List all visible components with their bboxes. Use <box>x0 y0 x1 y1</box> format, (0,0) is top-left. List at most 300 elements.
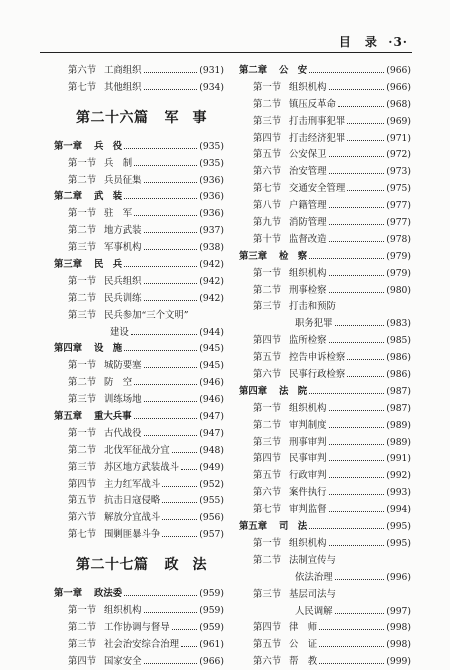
dot-leader <box>319 622 384 630</box>
toc-chapter-entry <box>54 340 224 357</box>
entry-number: 第五章 <box>54 411 83 423</box>
entry-number: 第三节 <box>68 394 97 406</box>
entry-page: (989) <box>386 419 411 431</box>
dot-leader <box>131 327 198 335</box>
dot-leader <box>144 65 198 73</box>
entry-page: (936) <box>199 208 224 220</box>
entry-number: 第六节 <box>68 65 97 76</box>
toc-section-entry <box>239 349 411 366</box>
entry-title: 组织机构 <box>289 402 327 414</box>
dot-leader <box>347 369 384 377</box>
entry-title: 公 证 <box>289 639 318 651</box>
entry-title: 交通安全管理 <box>289 183 346 195</box>
entry-number: 第四节 <box>253 132 282 144</box>
entry-title: 组织机构 <box>289 537 327 549</box>
entry-page: (991) <box>386 453 411 465</box>
entry-number: 第五节 <box>253 352 282 364</box>
toc-section-entry <box>239 79 411 96</box>
toc-section-entry <box>54 636 224 653</box>
entry-page: (935) <box>199 157 224 169</box>
dot-leader <box>144 225 198 233</box>
dot-leader <box>329 82 385 90</box>
entry-title: 重大兵事 <box>94 411 132 423</box>
dot-leader <box>329 487 385 495</box>
dot-leader <box>329 453 385 461</box>
entry-title: 户籍管理 <box>289 200 327 212</box>
dot-leader <box>181 639 197 647</box>
entry-page: (977) <box>386 200 411 212</box>
dot-leader <box>329 420 385 428</box>
entry-number: 第三节 <box>68 309 97 321</box>
entry-title: 民 兵 <box>94 259 123 271</box>
entry-page: (969) <box>386 115 411 127</box>
dot-leader <box>124 259 197 267</box>
toc-section-entry <box>239 282 411 299</box>
entry-page: (983) <box>386 318 411 330</box>
entry-title: 人民调解 <box>295 605 333 617</box>
dot-leader <box>309 386 384 394</box>
toc-section-entry <box>54 476 224 493</box>
entry-title: 司 法 <box>279 521 308 533</box>
dot-leader <box>162 479 197 487</box>
toc-chapter-entry <box>239 248 411 265</box>
entry-number: 第六节 <box>253 656 282 668</box>
entry-title: 民事行政检察 <box>289 369 346 381</box>
dot-leader <box>172 622 198 630</box>
dot-leader <box>124 588 197 596</box>
entry-page: (995) <box>386 521 411 533</box>
entry-page: (999) <box>386 656 411 668</box>
dot-leader <box>134 377 197 385</box>
dot-leader <box>124 141 197 149</box>
toc-chapter-entry <box>54 138 224 155</box>
toc-section-entry <box>54 324 224 341</box>
entry-title: 兵员征集 <box>104 174 142 186</box>
dot-leader <box>329 149 385 157</box>
dot-leader <box>124 191 197 199</box>
toc-section-entry <box>239 586 411 603</box>
part-title: 军事 <box>164 109 221 126</box>
toc-section-entry <box>54 239 224 256</box>
toc-section-entry <box>239 315 411 332</box>
entry-number: 第三节 <box>68 242 97 254</box>
toc-section-entry <box>239 400 411 417</box>
entry-number: 第二节 <box>68 225 97 237</box>
toc-section-entry <box>239 434 411 451</box>
entry-page: (946) <box>199 394 224 406</box>
dot-leader <box>347 133 384 141</box>
entry-number: 第一节 <box>68 275 97 287</box>
toc-section-entry <box>54 79 224 96</box>
toc-section-entry <box>239 163 411 180</box>
entry-number: 第一节 <box>253 81 282 93</box>
entry-page: (977) <box>386 217 411 229</box>
toc-column-left <box>54 62 224 670</box>
entry-page: (979) <box>386 267 411 279</box>
entry-number: 第一节 <box>68 427 97 439</box>
dot-leader <box>144 394 198 402</box>
entry-number: 第一章 <box>54 140 83 152</box>
entry-number: 第二节 <box>68 292 97 304</box>
header-section-name: 目 录 <box>338 35 378 49</box>
entry-page: (975) <box>386 183 411 195</box>
dot-leader <box>347 116 384 124</box>
entry-page: (931) <box>199 65 224 76</box>
part-number: 第二十六篇 <box>76 109 149 126</box>
entry-number: 第四章 <box>239 385 268 397</box>
toc-section-entry <box>239 653 411 670</box>
entry-page: (947) <box>199 411 224 423</box>
part-title: 政法 <box>164 557 221 574</box>
entry-title: 刑事检察 <box>289 284 327 296</box>
entry-title: 消防管理 <box>289 217 327 229</box>
toc-section-entry <box>239 569 411 586</box>
entry-page: (987) <box>386 385 411 397</box>
dot-leader <box>347 352 384 360</box>
entry-title: 组织机构 <box>104 605 142 617</box>
dot-leader <box>162 529 197 537</box>
toc-section-entry <box>54 307 224 324</box>
entry-page: (968) <box>386 98 411 110</box>
toc-section-entry <box>239 366 411 383</box>
entry-title: 审判监督 <box>289 504 327 516</box>
entry-number: 第七节 <box>253 183 282 195</box>
entry-title: 法 院 <box>279 385 308 397</box>
entry-number: 第四节 <box>253 622 282 634</box>
dot-leader <box>329 285 385 293</box>
entry-page: (985) <box>386 335 411 347</box>
entry-title: 依法治理 <box>295 571 333 583</box>
entry-number: 第一章 <box>54 588 83 600</box>
dot-leader <box>144 276 198 284</box>
entry-number: 第二章 <box>239 65 268 76</box>
entry-title: 监督改造 <box>289 233 327 245</box>
entry-page: (942) <box>199 275 224 287</box>
entry-number: 第三节 <box>253 436 282 448</box>
entry-number: 第七节 <box>68 81 97 93</box>
toc-section-entry <box>239 552 411 569</box>
entry-page: (996) <box>386 571 411 583</box>
entry-number: 第三节 <box>253 301 282 313</box>
dot-leader <box>144 242 198 250</box>
entry-title: 北伐军征战分宜 <box>104 444 170 456</box>
entry-number: 第四节 <box>68 478 97 490</box>
toc-section-entry <box>54 290 224 307</box>
entry-page: (945) <box>199 343 224 355</box>
entry-title: 公安保卫 <box>289 149 327 161</box>
toc-part-heading <box>54 96 224 138</box>
toc-section-entry <box>239 130 411 147</box>
dot-leader <box>329 538 385 546</box>
entry-page: (937) <box>199 225 224 237</box>
toc-chapter-entry <box>239 62 411 79</box>
entry-page: (966) <box>386 81 411 93</box>
toc-chapter-entry <box>54 585 224 602</box>
entry-title: 控告申诉检察 <box>289 352 346 364</box>
entry-number: 第三节 <box>253 588 282 600</box>
toc-section-entry <box>239 113 411 130</box>
entry-title: 打击和预防 <box>289 301 336 313</box>
toc-section-entry <box>239 96 411 113</box>
entry-number: 第八节 <box>253 200 282 212</box>
dot-leader <box>329 504 385 512</box>
entry-page: (957) <box>199 529 224 541</box>
toc-section-entry <box>239 484 411 501</box>
entry-number: 第一节 <box>68 157 97 169</box>
entry-page: (959) <box>199 605 224 617</box>
entry-page: (998) <box>386 639 411 651</box>
entry-number: 第九节 <box>253 217 282 229</box>
entry-page: (947) <box>199 427 224 439</box>
entry-title: 政法委 <box>94 588 123 600</box>
dot-leader <box>309 65 384 73</box>
toc-chapter-entry <box>54 256 224 273</box>
entry-page: (946) <box>199 377 224 389</box>
dot-leader <box>144 175 198 183</box>
toc-section-entry <box>54 391 224 408</box>
entry-number: 第二节 <box>68 444 97 456</box>
entry-page: (948) <box>199 444 224 456</box>
entry-page: (987) <box>386 402 411 414</box>
entry-title: 帮 教 <box>289 656 318 668</box>
entry-page: (995) <box>386 537 411 549</box>
entry-page: (986) <box>386 369 411 381</box>
entry-page: (945) <box>199 360 224 372</box>
entry-page: (997) <box>386 605 411 617</box>
entry-page: (938) <box>199 242 224 254</box>
entry-title: 基层司法与 <box>289 588 336 600</box>
entry-page: (959) <box>199 588 224 600</box>
toc-section-entry <box>239 467 411 484</box>
entry-title: 打击经济犯罪 <box>289 132 346 144</box>
entry-title: 抗击日寇侵略 <box>104 495 161 507</box>
toc-section-entry <box>239 619 411 636</box>
entry-page: (936) <box>199 174 224 186</box>
dot-leader <box>162 512 197 520</box>
toc-section-entry <box>54 62 224 79</box>
dot-leader <box>329 335 385 343</box>
entry-number: 第二节 <box>68 621 97 633</box>
entry-number: 第三章 <box>239 250 268 262</box>
entry-page: (956) <box>199 512 224 524</box>
entry-page: (998) <box>386 622 411 634</box>
entry-number: 第二节 <box>68 174 97 186</box>
dot-leader <box>144 428 198 436</box>
dot-leader <box>134 411 198 419</box>
entry-page: (994) <box>386 504 411 516</box>
toc-part-heading <box>54 543 224 585</box>
dot-leader <box>181 462 197 470</box>
entry-title: 工作协调与督导 <box>104 621 170 633</box>
dot-leader <box>144 293 198 301</box>
entry-page: (986) <box>386 352 411 364</box>
entry-number: 第十节 <box>253 233 282 245</box>
entry-page: (973) <box>386 166 411 178</box>
entry-title: 军事机构 <box>104 242 142 254</box>
entry-number: 第三节 <box>68 461 97 473</box>
dot-leader <box>329 234 385 242</box>
entry-title: 公 安 <box>279 65 308 76</box>
entry-number: 第四节 <box>253 453 282 465</box>
entry-number: 第二节 <box>253 419 282 431</box>
dot-leader <box>172 445 198 453</box>
entry-title: 城防要塞 <box>104 360 142 372</box>
entry-title: 地方武装 <box>104 225 142 237</box>
entry-title: 监所检察 <box>289 335 327 347</box>
dot-leader <box>347 183 384 191</box>
toc-section-entry <box>54 526 224 543</box>
toc-section-entry <box>239 298 411 315</box>
toc-section-entry <box>239 450 411 467</box>
entry-title: 案件执行 <box>289 487 327 499</box>
entry-number: 第三节 <box>68 638 97 650</box>
dot-leader <box>309 521 384 529</box>
toc-section-entry <box>54 155 224 172</box>
entry-page: (955) <box>199 495 224 507</box>
dot-leader <box>329 470 385 478</box>
entry-number: 第六节 <box>253 369 282 381</box>
entry-title: 社会治安综合治理 <box>104 638 180 650</box>
dot-leader <box>338 99 384 107</box>
entry-title: 民兵参加“三个文明” <box>104 309 189 321</box>
toc-chapter-entry <box>239 383 411 400</box>
dot-leader <box>144 605 198 613</box>
entry-number: 第一节 <box>68 208 97 220</box>
entry-number: 第四章 <box>54 343 83 355</box>
entry-title: 打击刑事犯罪 <box>289 115 346 127</box>
entry-number: 第二章 <box>54 191 83 203</box>
toc-chapter-entry <box>239 518 411 535</box>
toc-section-entry <box>239 501 411 518</box>
entry-number: 第二节 <box>253 284 282 296</box>
entry-title: 围剿匪暴斗争 <box>104 529 161 541</box>
entry-title: 工商组织 <box>104 65 142 76</box>
entry-number: 第七节 <box>253 504 282 516</box>
entry-title: 古代战役 <box>104 427 142 439</box>
entry-title: 训练场地 <box>104 394 142 406</box>
entry-page: (971) <box>386 132 411 144</box>
toc-section-entry <box>54 425 224 442</box>
entry-number: 第四节 <box>253 335 282 347</box>
toc-section-entry <box>239 197 411 214</box>
entry-page: (942) <box>199 259 224 271</box>
entry-page: (966) <box>386 65 411 76</box>
dot-leader <box>162 495 197 503</box>
entry-title: 兵 制 <box>104 157 133 169</box>
toc-section-entry <box>54 374 224 391</box>
toc-section-entry <box>239 535 411 552</box>
entry-title: 武 装 <box>94 191 123 203</box>
entry-page: (942) <box>199 292 224 304</box>
dot-leader <box>329 200 385 208</box>
entry-number: 第二节 <box>253 98 282 110</box>
entry-number: 第五节 <box>68 495 97 507</box>
toc-section-entry <box>54 172 224 189</box>
entry-title: 镇压反革命 <box>289 98 336 110</box>
dot-leader <box>329 166 385 174</box>
toc-section-entry <box>54 602 224 619</box>
entry-title: 设 施 <box>94 343 123 355</box>
toc-section-entry <box>239 231 411 248</box>
dot-leader <box>319 656 384 664</box>
entry-number: 第五章 <box>239 521 268 533</box>
entry-title: 主力红军战斗 <box>104 478 161 490</box>
entry-title: 防 空 <box>104 377 133 389</box>
entry-page: (961) <box>199 638 224 650</box>
entry-page: (934) <box>199 81 224 93</box>
entry-number: 第六节 <box>253 166 282 178</box>
entry-page: (993) <box>386 487 411 499</box>
entry-page: (935) <box>199 140 224 152</box>
entry-title: 法制宣传与 <box>289 554 336 566</box>
entry-page: (952) <box>199 478 224 490</box>
entry-title: 苏区地方武装战斗 <box>104 461 180 473</box>
header-title <box>339 33 408 50</box>
toc-column-right <box>239 62 411 670</box>
dot-leader <box>144 82 198 90</box>
dot-leader <box>329 217 385 225</box>
entry-number: 第一节 <box>68 605 97 617</box>
toc-section-entry <box>54 459 224 476</box>
entry-number: 第一节 <box>253 537 282 549</box>
entry-title: 驻 军 <box>104 208 133 220</box>
entry-title: 建设 <box>110 326 129 338</box>
dot-leader <box>124 343 197 351</box>
dot-leader <box>134 158 197 166</box>
entry-number: 第一节 <box>253 402 282 414</box>
dot-leader <box>144 360 198 368</box>
entry-page: (966) <box>199 655 224 667</box>
toc-section-entry <box>54 357 224 374</box>
toc-section-entry <box>54 509 224 526</box>
entry-page: (979) <box>386 250 411 262</box>
header-page-number: ·3· <box>388 35 408 49</box>
entry-title: 民兵训练 <box>104 292 142 304</box>
dot-leader <box>335 572 385 580</box>
toc-section-entry <box>239 214 411 231</box>
entry-title: 审判制度 <box>289 419 327 431</box>
toc-section-entry <box>239 265 411 282</box>
entry-page: (980) <box>386 284 411 296</box>
dot-leader <box>309 251 384 259</box>
toc-section-entry <box>54 442 224 459</box>
entry-title: 刑事审判 <box>289 436 327 448</box>
toc-section-entry <box>239 146 411 163</box>
entry-page: (992) <box>386 470 411 482</box>
toc-section-entry <box>239 180 411 197</box>
entry-number: 第二节 <box>253 554 282 566</box>
entry-number: 第二节 <box>68 377 97 389</box>
entry-page: (989) <box>386 436 411 448</box>
dot-leader <box>319 639 384 647</box>
entry-number: 第五节 <box>253 639 282 651</box>
entry-title: 律 师 <box>289 622 318 634</box>
entry-number: 第七节 <box>68 529 97 541</box>
dot-leader <box>335 318 385 326</box>
page-header <box>40 30 412 53</box>
entry-title: 兵 役 <box>94 140 123 152</box>
entry-title: 行政审判 <box>289 470 327 482</box>
entry-page: (949) <box>199 461 224 473</box>
toc-section-entry <box>239 332 411 349</box>
entry-title: 治安管理 <box>289 166 327 178</box>
toc-section-entry <box>239 603 411 620</box>
toc-section-entry <box>54 222 224 239</box>
entry-number: 第六节 <box>253 487 282 499</box>
entry-title: 职务犯罪 <box>295 318 333 330</box>
entry-title: 组织机构 <box>289 81 327 93</box>
dot-leader <box>335 606 385 614</box>
